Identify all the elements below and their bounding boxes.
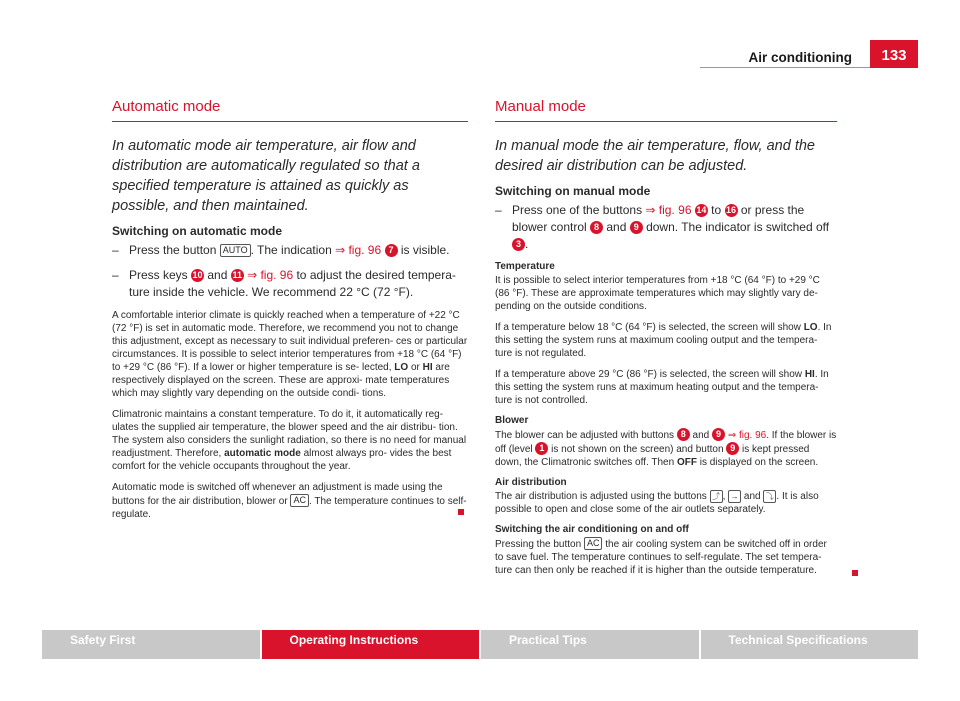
callout-number: 16 [726,205,737,215]
footer-nav [42,630,918,659]
body-paragraph: Climatronic maintains a constant temperature. To do it, it automatically reg- ulates the supplied air temperature, the blower speed and the air distribu- tion. The system also considers the sunlight radiation, so there is no need for manual readjustment. Therefore, automatic mode almost always pro- vides the best comfort for the vehicle occupants throughout the year. [112,409,467,472]
callout-number: 11 [232,270,242,280]
section-heading: Manual mode [495,98,837,122]
blower-heading: Blower [495,415,529,426]
header-title: Air conditioning [748,50,852,65]
step-item: – Press the button AUTO . The indication ⇒ fig. 96 7 is visible. [112,243,450,257]
body-paragraph: The blower can be adjusted with buttons 8 and 9 ⇒ fig. 96. If the blower is off (level 1 is not shown on the screen) and button 9 is kept pressed down, the Climatronic switches off. Then OFF is displayed on the screen. [495,429,837,468]
lead-text: In manual mode the air temperature, flow, and the desired air distribution can be adjusted. [495,138,815,174]
callout-number: 10 [192,270,203,280]
callout-number: 1 [535,442,548,455]
tab-technical-specifications[interactable]: Technical Specifications [701,630,919,659]
subheading: Switching on automatic mode [112,224,283,238]
callout-number: 14 [696,205,707,215]
page-number: 133 [870,40,918,68]
manual-mode-section [495,98,837,585]
body-paragraph: It is possible to select interior temperatures from +18 °C (64 °F) to +29 °C (86 °F). These are approximate temperatures which may slightly vary de- pending on the outside conditions. [495,275,820,312]
body-paragraph: Pressing the button AC the air cooling system can be switched off in order to save fuel. The temperature continues to self-regulate. The set tempera- ture can then only be reached if it is higher than the outside temperature. [495,538,827,576]
header-rule [700,67,870,68]
air-to-windscreen-icon: ⤴ [710,490,723,503]
callout-number: 9 [630,221,643,234]
air-to-upper-body-icon: → [728,490,741,503]
body-paragraph: If a temperature below 18 °C (64 °F) is selected, the screen will show LO. In this setting the system runs at maximum cooling output and the tempera- ture is not regulated. [495,322,832,359]
tab-safety-first[interactable]: Safety First [42,630,260,659]
automatic-mode-section [112,98,468,529]
auto-key-icon: AUTO [220,244,251,257]
body-paragraph: The air distribution is adjusted using the buttons ⤴ , → and ⤵ . It is also possible to open and close some of the air outlets separately. [495,491,819,515]
body-paragraph: Automatic mode is switched off whenever an adjustment is made using the buttons for the air distribution, blower or AC . The temperature continues to self-regulate. [112,482,467,520]
temperature-heading: Temperature [495,261,555,272]
lead-text: In automatic mode air temperature, air flow and distribution are automatically regulated so that a specified temperature is attained as quickly as possible, and then maintained. [112,138,420,214]
callout-number: 9 [726,442,739,455]
section-heading: Automatic mode [112,98,468,122]
callout-number: 7 [385,244,398,257]
tab-practical-tips[interactable]: Practical Tips [481,630,699,659]
end-marker-icon [458,509,464,515]
ac-onoff-heading: Switching the air conditioning on and off [495,524,689,535]
figure-link[interactable]: ⇒ fig. 96 [247,268,294,282]
callout-number: 8 [590,221,603,234]
callout-number: 9 [712,428,725,441]
air-to-footwell-icon: ⤵ [763,490,776,503]
step-item: – Press one of the buttons ⇒ fig. 96 14 to 16 or press the blower control 8 and 9 down. The indicator is switched off 3 . [495,203,830,251]
air-distribution-heading: Air distribution [495,477,567,488]
subheading: Switching on manual mode [495,184,651,198]
callout-number: 8 [677,428,690,441]
callout-number: 3 [512,238,525,251]
tab-operating-instructions[interactable]: Operating Instructions [262,630,480,659]
step-item: – Press keys 10 and 11 ⇒ fig. 96 to adjust the desired tempera- ture inside the vehicle. We recommend 22 °C (72 °F). [112,268,456,299]
figure-link[interactable]: ⇒ fig. 96 [645,203,692,217]
figure-link[interactable]: ⇒ fig. 96 [727,430,767,441]
ac-key-icon: AC [290,494,309,507]
body-paragraph: A comfortable interior climate is quickly reached when a temperature of +22 °C (72 °F) is set in automatic mode. Therefore, we recommend you not to change this adjustment, except as necessary to suit individual preferen- ces or particular circumstances. It is possible to select interior temperatures from +18 °C (64 °F) to +29 °C (86 °F). If a lower or higher temperature is se- lected, LO or HI are respectively displayed on the screen. These are approxi- mate temperatures which may slightly vary depending on the outside condi- tions. [112,310,468,399]
figure-link[interactable]: ⇒ fig. 96 [335,243,382,257]
end-marker-icon [852,570,858,576]
body-paragraph: If a temperature above 29 °C (86 °F) is selected, the screen will show HI. In this setting the system runs at maximum heating output and the tempera- ture is not controlled. [495,369,829,406]
ac-key-icon: AC [584,537,603,550]
